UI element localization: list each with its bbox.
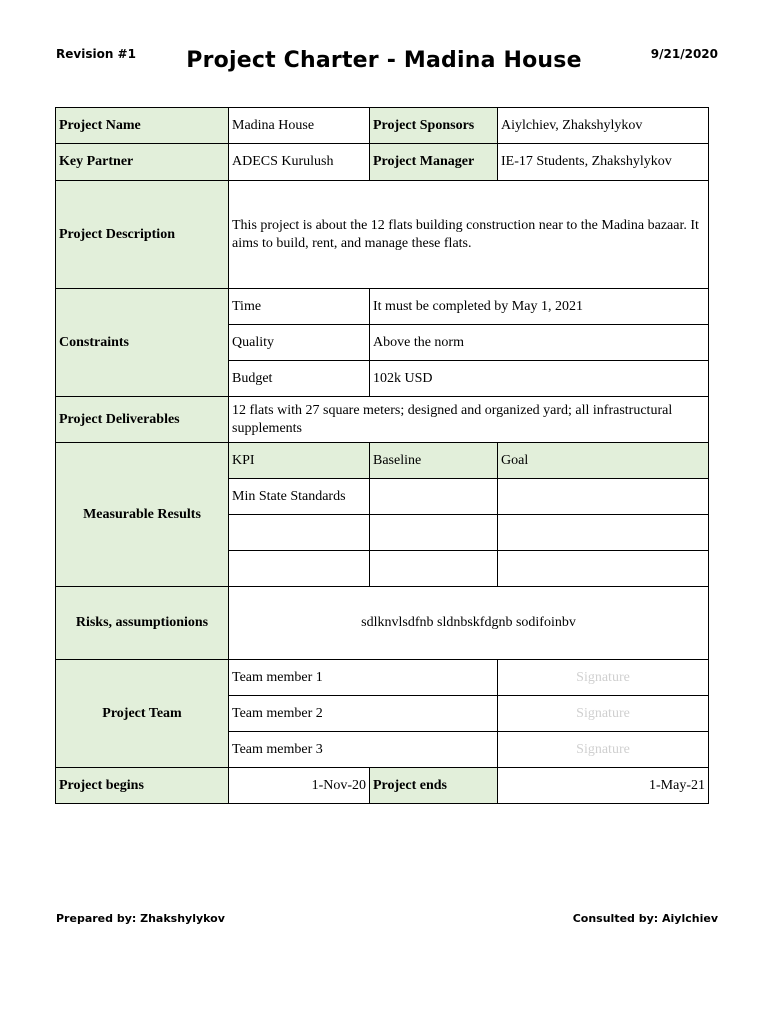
- risks-value: sdlknvlsdfnb sldnbskfdgnb sodifoinbv: [229, 587, 709, 660]
- table-row: [56, 397, 709, 443]
- project-sponsors-value: Aiylchiev, Zhakshylykov: [498, 108, 709, 144]
- project-description-value: This project is about the 12 flats building construction near to the Madina bazaar. It aims to build, rent, and manage these flats.: [229, 181, 709, 289]
- project-begins-value: 1-Nov-20: [229, 768, 370, 804]
- constraint-name: Time: [229, 289, 370, 325]
- project-ends-value: 1-May-21: [498, 768, 709, 804]
- baseline-cell: [370, 515, 498, 551]
- baseline-cell: [370, 479, 498, 515]
- key-partner-value: ADECS Kurulush: [229, 144, 370, 181]
- baseline-cell: [370, 551, 498, 587]
- constraints-label: Constraints: [56, 289, 229, 397]
- kpi-cell: Min State Standards: [229, 479, 370, 515]
- goal-cell: [498, 515, 709, 551]
- kpi-cell: [229, 551, 370, 587]
- risks-label: Risks, assumptionions: [56, 587, 229, 660]
- team-member-name: Team member 1: [229, 660, 498, 696]
- project-name-label: Project Name: [56, 108, 229, 144]
- goal-cell: [498, 479, 709, 515]
- table-row: [56, 768, 709, 804]
- constraint-value: Above the norm: [370, 325, 709, 361]
- table-row: [56, 181, 709, 289]
- kpi-header: KPI: [229, 443, 370, 479]
- table-row: [56, 660, 709, 696]
- signature-field[interactable]: Signature: [498, 732, 709, 768]
- page-title: Project Charter - Madina House: [186, 48, 582, 73]
- table-row: [56, 289, 709, 325]
- project-name-value: Madina House: [229, 108, 370, 144]
- table-row: [56, 144, 709, 181]
- table-row: [56, 108, 709, 144]
- deliverables-label: Project Deliverables: [56, 397, 229, 443]
- measurable-results-label: Measurable Results: [56, 443, 229, 587]
- prepared-by: Prepared by: Zhakshylykov: [56, 912, 225, 925]
- table-row: [56, 587, 709, 660]
- project-manager-label: Project Manager: [370, 144, 498, 181]
- project-sponsors-label: Project Sponsors: [370, 108, 498, 144]
- goal-cell: [498, 551, 709, 587]
- consulted-by: Consulted by: Aiylchiev: [572, 912, 718, 925]
- revision-label: Revision #1: [56, 47, 136, 61]
- team-member-name: Team member 2: [229, 696, 498, 732]
- constraint-value: 102k USD: [370, 361, 709, 397]
- project-description-label: Project Description: [56, 181, 229, 289]
- document-date: 9/21/2020: [650, 47, 718, 61]
- project-begins-label: Project begins: [56, 768, 229, 804]
- project-charter-table: [55, 107, 709, 804]
- project-manager-value: IE-17 Students, Zhakshylykov: [498, 144, 709, 181]
- kpi-cell: [229, 515, 370, 551]
- constraint-name: Quality: [229, 325, 370, 361]
- project-team-label: Project Team: [56, 660, 229, 768]
- goal-header: Goal: [498, 443, 709, 479]
- deliverables-value: 12 flats with 27 square meters; designed and organized yard; all infrastructural supplements: [229, 397, 709, 443]
- team-member-name: Team member 3: [229, 732, 498, 768]
- table-row: [56, 443, 709, 479]
- constraint-value: It must be completed by May 1, 2021: [370, 289, 709, 325]
- key-partner-label: Key Partner: [56, 144, 229, 181]
- signature-field[interactable]: Signature: [498, 696, 709, 732]
- baseline-header: Baseline: [370, 443, 498, 479]
- signature-field[interactable]: Signature: [498, 660, 709, 696]
- project-ends-label: Project ends: [370, 768, 498, 804]
- constraint-name: Budget: [229, 361, 370, 397]
